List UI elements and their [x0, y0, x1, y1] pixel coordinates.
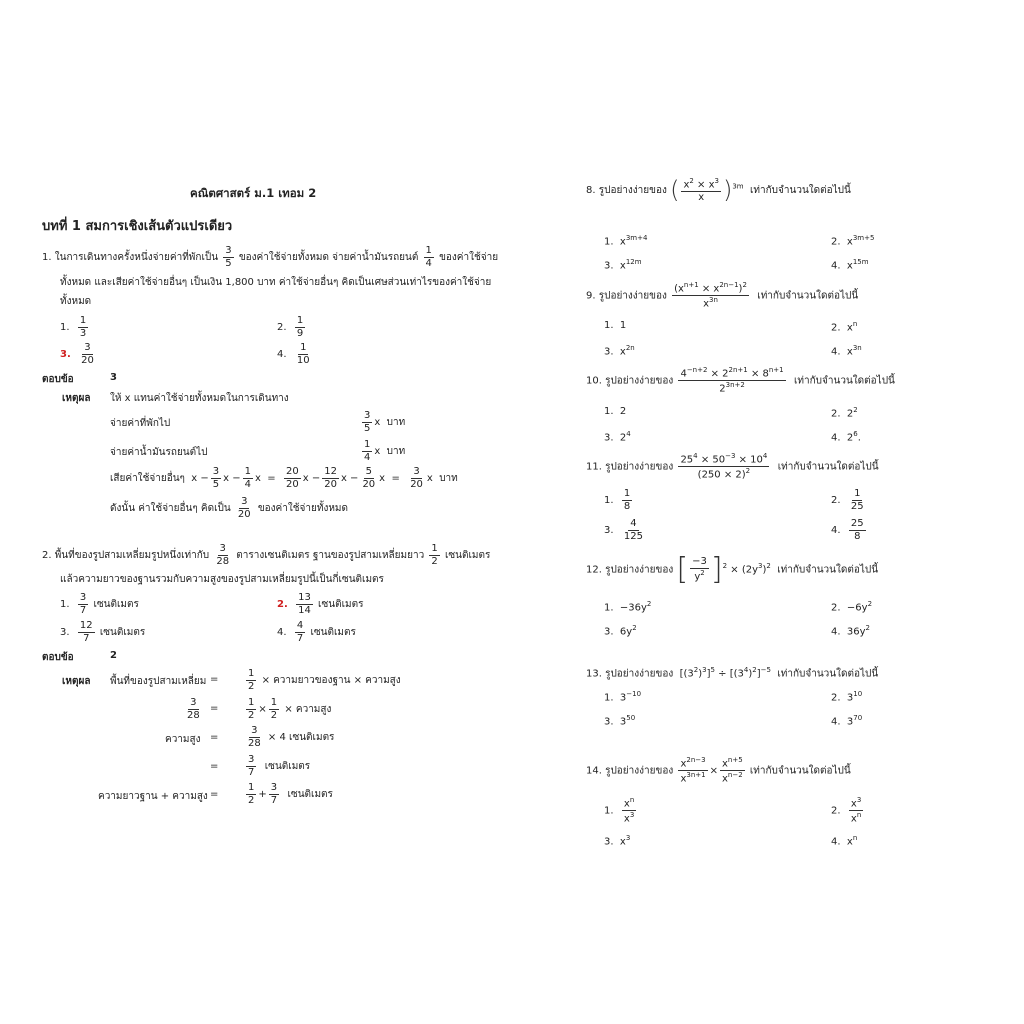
eq-sign: = [210, 789, 219, 800]
q2-work-5-val: $\frac{1}{2}$ + $\frac{3}{7}$ เซนติเมตร [248, 782, 333, 806]
q2-line1: 2. พื้นที่ของรูปสามเหลี่ยมรูปหนึ่งเท่ากับ $\frac{3}{28}$ ตารางเซนติเมตร ฐานของรูปสามเหลี่ยมยาว $\frac{1}{2}$ เซนติเมตร [42, 543, 491, 567]
q8-stem: 8. รูปอย่างง่ายของ ( $\frac{x^2 \times x^3}{x}$ )$^{3m}$ เท่ากับจำนวนใดต่อไปนี้ [586, 176, 851, 204]
q2-option-1: 1. $\frac{3}{7}$ เซนติเมตร [60, 592, 139, 616]
q1-reason-4: ดังนั้น ค่าใช้จ่ายอื่นๆ คิดเป็น $\frac{3}{20}$ ของค่าใช้จ่ายทั้งหมด [110, 496, 349, 520]
q2-work-1: พื้นที่ของรูปสามเหลี่ยม [110, 676, 207, 687]
q1-reason-1: จ่ายค่าที่พักไป [110, 418, 171, 429]
q2-option-3: 3. $\frac{12}{7}$ เซนติเมตร [60, 620, 146, 644]
q2-option-2: 2. $\frac{13}{14}$ เซนติเมตร [277, 592, 364, 616]
q11-opt-1: 1. $\frac{1}{8}$ [604, 488, 631, 512]
q13-opt-4: 4. $3^{70}$ [831, 714, 863, 728]
q13-opt-2: 2. $3^{10}$ [831, 690, 863, 704]
q1-line2: ทั้งหมด และเสียค่าใช้จ่ายอื่นๆ เป็นเงิน 1,800 บาท ค่าใช้จ่ายอื่นๆ คิดเป็นเศษส่วนเท่าไรของค่าใช้จ่าย [60, 277, 492, 288]
q1-option-4: 4. $\frac{1}{10}$ [277, 342, 310, 366]
q1-reason-2-val: $\frac{1}{4}$ x บาท [364, 439, 406, 463]
q10-stem: 10. รูปอย่างง่ายของ $\frac{4^{-n+2} \times 2^{2n+1} \times 8^{n+1}}{2^{3n+2}}$ เท่ากับจำนวนใดต่อไปนี้ [586, 366, 895, 395]
q14-opt-1: 1. $\frac{x^n}{x^3}$ [604, 796, 635, 825]
q14-opt-2: 2. $\frac{x^3}{x^n}$ [831, 796, 862, 825]
q9-opt-3: 3. $x^{2n}$ [604, 344, 635, 358]
q11-opt-2: 2. $\frac{1}{25}$ [831, 488, 864, 512]
q2-option-4: 4. $\frac{4}{7}$ เซนติเมตร [277, 620, 356, 644]
q12-stem: 12. รูปอย่างง่ายของ [ $\frac{-3}{y^2}$ ]$^2 \times (2y^3)^2$ เท่ากับจำนวนใดต่อไปนี้ [586, 552, 879, 587]
q2-work-1-val: $\frac{1}{2}$ × ความยาวของฐาน × ความสูง [248, 668, 401, 692]
q1-reason-2: จ่ายค่าน้ำมันรถยนต์ไป [110, 447, 208, 458]
q11-stem: 11. รูปอย่างง่ายของ $\frac{25^4 \times 50^{-3} \times 10^4}{(250 \times 2)^2}$ เท่ากับจำนวนใดต่อไปนี้ [586, 452, 879, 481]
q1-reason-0: ให้ x แทนค่าใช้จ่ายทั้งหมดในการเดินทาง [110, 393, 289, 404]
q1-answer-label: ตอบข้อ [42, 374, 74, 385]
q1-option-1: 1. $\frac{1}{3}$ [60, 315, 87, 339]
q13-opt-1: 1. $3^{-10}$ [604, 690, 642, 704]
q13-opt-3: 3. $3^{50}$ [604, 714, 636, 728]
q2-work-3: ความสูง [165, 734, 201, 745]
eq-sign: = [210, 674, 219, 685]
q2-reason-label: เหตุผล [62, 676, 91, 687]
eq-sign: = [210, 732, 219, 743]
q1-line1: 1. ในการเดินทางครั้งหนึ่งจ่ายค่าที่พักเป็น $\frac{3}{5}$ ของค่าใช้จ่ายทั้งหมด จ่ายค่าน้ำมันรถยนต์ $\frac{1}{4}$ ของค่าใช้จ่าย [42, 245, 499, 269]
q8-opt-2: 2. $x^{3m+5}$ [831, 234, 875, 248]
chapter-title: บทที่ 1 สมการเชิงเส้นตัวแปรเดียว [42, 219, 233, 234]
q2-work-4-val: $\frac{3}{7}$ เซนติเมตร [248, 754, 311, 778]
q11-opt-4: 4. $\frac{25}{8}$ [831, 518, 864, 542]
q13-stem: 13. รูปอย่างง่ายของ $[(3^2)^3]^5 \div [(3^4)^2]^{-5}$ เท่ากับจำนวนใดต่อไปนี้ [586, 666, 879, 680]
q10-opt-1: 1. 2 [604, 406, 627, 417]
q9-stem: 9. รูปอย่างง่ายของ $\frac{(x^{n+1} \times x^{2n-1})^2}{x^{3n}}$ เท่ากับจำนวนใดต่อไปนี้ [586, 281, 859, 310]
eq-sign: = [210, 761, 219, 772]
q1-option-2: 2. $\frac{1}{9}$ [277, 315, 304, 339]
q2-work-3-val: $\frac{3}{28}$ × 4 เซนติเมตร [248, 725, 335, 749]
q12-opt-1: 1. $-36y^2$ [604, 600, 652, 614]
q2-work-2-val: $\frac{1}{2}$ × $\frac{1}{2}$ × ความสูง [248, 697, 332, 721]
q8-opt-4: 4. $x^{15m}$ [831, 258, 869, 272]
q9-opt-2: 2. $x^n$ [831, 320, 858, 334]
q9-opt-4: 4. $x^{3n}$ [831, 344, 862, 358]
q12-opt-4: 4. $36y^2$ [831, 624, 871, 638]
q2-line2: แล้วความยาวของฐานรวมกับความสูงของรูปสามเหลี่ยมรูปนี้เป็นกี่เซนติเมตร [60, 574, 384, 585]
q1-line3: ทั้งหมด [60, 296, 92, 307]
q11-opt-3: 3. $\frac{4}{125}$ [604, 518, 643, 542]
q10-opt-3: 3. $2^4$ [604, 430, 631, 444]
q1-reason-1-val: $\frac{3}{5}$ x บาท [364, 410, 406, 434]
q2-work-5: ความยาวฐาน + ความสูง [98, 791, 208, 802]
q1-answer: 3 [110, 372, 117, 383]
q1-reason-label: เหตุผล [62, 393, 91, 404]
q2-answer-label: ตอบข้อ [42, 652, 74, 663]
q14-opt-4: 4. $x^n$ [831, 834, 858, 848]
eq-sign: = [210, 703, 219, 714]
q1-reason-3: เสียค่าใช้จ่ายอื่นๆ x − $\frac{3}{5}$ x − $\frac{1}{4}$ x = $\frac{20}{20}$ x − $\frac{12}{20}$ x − $\frac{5}{20}$ x = $\frac{3}{20}$ x บาท [110, 466, 458, 490]
q2-answer: 2 [110, 650, 117, 661]
q14-stem: 14. รูปอย่างง่ายของ $\frac{x^{2n-3}}{x^{3n+1}}$ × $\frac{x^{n+5}}{x^{n-2}}$ เท่ากับจำนวนใดต่อไปนี้ [586, 756, 851, 785]
q1-option-3: 3. $\frac{3}{20}$ [60, 342, 94, 366]
q9-opt-1: 1. 1 [604, 320, 627, 331]
q8-opt-3: 3. $x^{12m}$ [604, 258, 642, 272]
q12-opt-3: 3. $6y^2$ [604, 624, 637, 638]
q2-work-2-left: $\frac{3}{28}$ [187, 697, 200, 721]
q10-opt-4: 4. $2^6$. [831, 430, 861, 444]
q8-opt-1: 1. $x^{3m+4}$ [604, 234, 648, 248]
q12-opt-2: 2. $-6y^2$ [831, 600, 873, 614]
q10-opt-2: 2. $2^2$ [831, 406, 858, 420]
page-title: คณิตศาสตร์ ม.1 เทอม 2 [190, 186, 317, 200]
q14-opt-3: 3. $x^3$ [604, 834, 631, 848]
